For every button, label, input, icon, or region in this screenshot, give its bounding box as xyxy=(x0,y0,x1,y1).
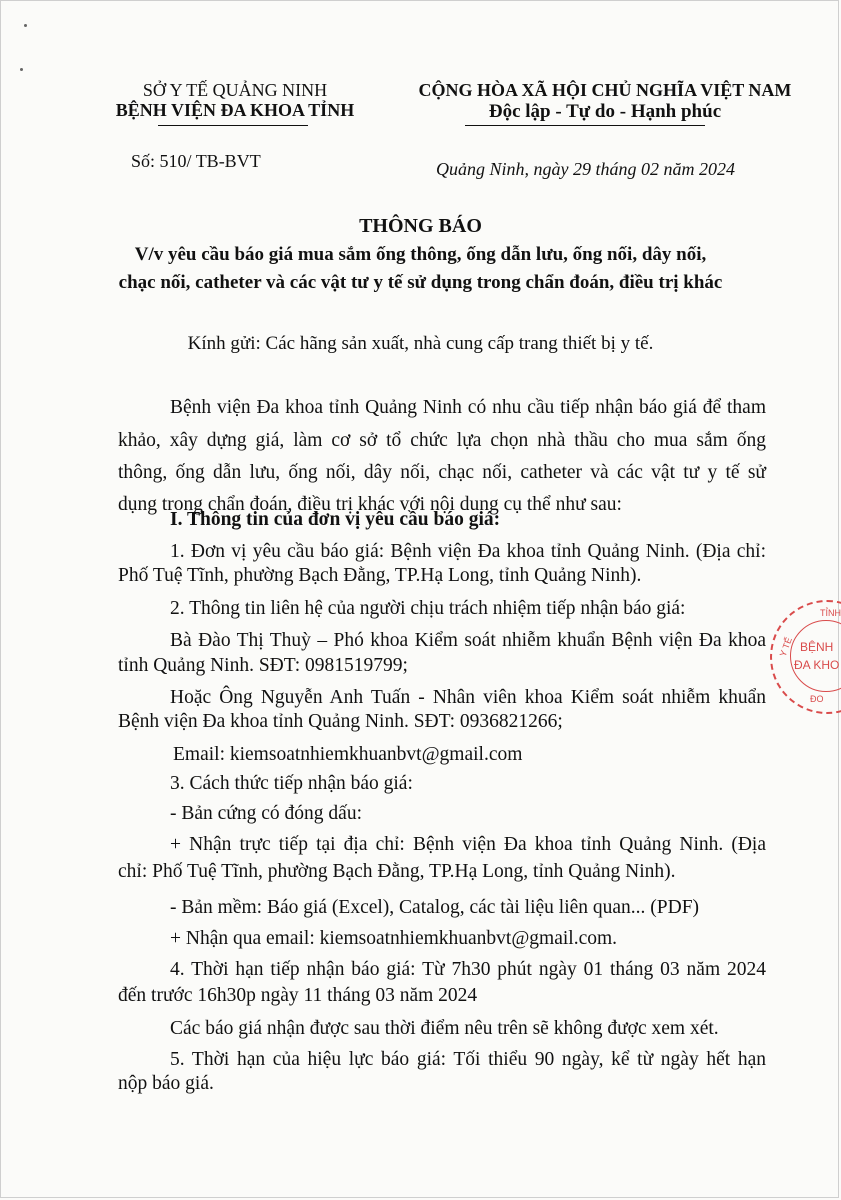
contact-1-line: tỉnh Quảng Ninh. SĐT: 0981519799; xyxy=(118,655,408,676)
item-3-line: 3. Cách thức tiếp nhận báo giá: xyxy=(170,773,413,794)
stamp-text-line-2: ĐA KHO xyxy=(794,658,840,672)
item-5-line: nộp báo giá. xyxy=(118,1073,214,1094)
intro-line: thông, ống dẫn lưu, ống nối, dây nối, chạc nối, catheter và các vật tư y tế sử xyxy=(118,462,766,483)
title-subject-line-1: V/v yêu cầu báo giá mua sắm ống thông, ống dẫn lưu, ống nối, dây nối, xyxy=(134,244,707,265)
intro-line: dụng trong chẩn đoán, điều trị khác với nội dung cụ thể như sau: xyxy=(118,494,622,515)
stamp-inner-ring xyxy=(790,620,841,692)
stamp-rim-top: TỈNH xyxy=(820,608,841,618)
softcopy-line: - Bản mềm: Báo giá (Excel), Catalog, các tài liệu liên quan... (PDF) xyxy=(170,897,700,918)
intro-line: Bệnh viện Đa khoa tỉnh Quảng Ninh có nhu cầu tiếp nhận báo giá để tham xyxy=(170,397,766,418)
late-notice-line: Các báo giá nhận được sau thời điểm nêu trên sẽ không được xem xét. xyxy=(170,1018,719,1039)
item-2-line: 2. Thông tin liên hệ của người chịu trách nhiệm tiếp nhận báo giá: xyxy=(170,598,686,619)
item-1-line: 1. Đơn vị yêu cầu báo giá: Bệnh viện Đa khoa tỉnh Quảng Ninh. (Địa chỉ: xyxy=(170,541,766,562)
agency-name: SỞ Y TẾ QUẢNG NINH xyxy=(142,80,328,100)
title-subject-line-2: chạc nối, catheter và các vật tư y tế sử dụng trong chẩn đoán, điều trị khác xyxy=(118,272,723,293)
email-delivery-line: + Nhận qua email: kiemsoatnhiemkhuanbvt@gmail.com. xyxy=(170,928,618,949)
direct-delivery-line: chỉ: Phố Tuệ Tĩnh, phường Bạch Đằng, TP.Hạ Long, tỉnh Quảng Ninh). xyxy=(118,861,676,882)
stamp-text-line-1: BỆNH xyxy=(800,640,834,654)
section-1-heading: I. Thông tin của đơn vị yêu cầu báo giá: xyxy=(170,509,501,530)
contact-1-line: Bà Đào Thị Thuỳ – Phó khoa Kiểm soát nhiễm khuẩn Bệnh viện Đa khoa xyxy=(170,630,766,651)
item-5-line: 5. Thời hạn của hiệu lực báo giá: Tối thiểu 90 ngày, kể từ ngày hết hạn xyxy=(170,1049,766,1070)
national-motto: Độc lập - Tự do - Hạnh phúc xyxy=(488,101,722,122)
stamp-rim-bottom: ĐO xyxy=(810,694,824,704)
direct-delivery-line: + Nhận trực tiếp tại địa chỉ: Bệnh viện Đa khoa tỉnh Quảng Ninh. (Địa xyxy=(170,834,766,855)
scan-speck xyxy=(20,68,23,71)
item-4-line: đến trước 16h30p ngày 11 tháng 03 năm 2024 xyxy=(118,985,478,1006)
document-title: THÔNG BÁO xyxy=(359,215,482,237)
document-number: Số: 510/ TB-BVT xyxy=(131,151,261,171)
place-date: Quảng Ninh, ngày 29 tháng 02 năm 2024 xyxy=(436,159,735,179)
hospital-underline xyxy=(158,125,308,126)
stamp-rim-side: Y TẾ xyxy=(777,636,794,658)
intro-line: khảo, xây dựng giá, làm cơ sở tổ chức lựa chọn nhà thầu cho mua sắm ống xyxy=(118,430,766,451)
contact-2-line: Hoặc Ông Nguyễn Anh Tuấn - Nhân viên khoa Kiểm soát nhiễm khuẩn xyxy=(170,687,766,708)
scan-speck xyxy=(24,24,27,27)
item-1-line: Phố Tuệ Tĩnh, phường Bạch Đằng, TP.Hạ Long, tỉnh Quảng Ninh). xyxy=(118,565,642,586)
recipient-line: Kính gửi: Các hãng sản xuất, nhà cung cấp trang thiết bị y tế. xyxy=(187,333,654,354)
item-4-line: 4. Thời hạn tiếp nhận báo giá: Từ 7h30 phút ngày 01 tháng 03 năm 2024 xyxy=(170,959,766,980)
hardcopy-line: - Bản cứng có đóng dấu: xyxy=(170,803,362,824)
email-line: Email: kiemsoatnhiemkhuanbvt@gmail.com xyxy=(173,744,523,765)
contact-2-line: Bệnh viện Đa khoa tỉnh Quảng Ninh. SĐT: 0936821266; xyxy=(118,711,563,732)
country-name: CỘNG HÒA XÃ HỘI CHỦ NGHĨA VIỆT NAM xyxy=(418,80,792,100)
motto-underline xyxy=(465,125,705,126)
hospital-name: BỆNH VIỆN ĐA KHOA TỈNH xyxy=(115,100,355,120)
